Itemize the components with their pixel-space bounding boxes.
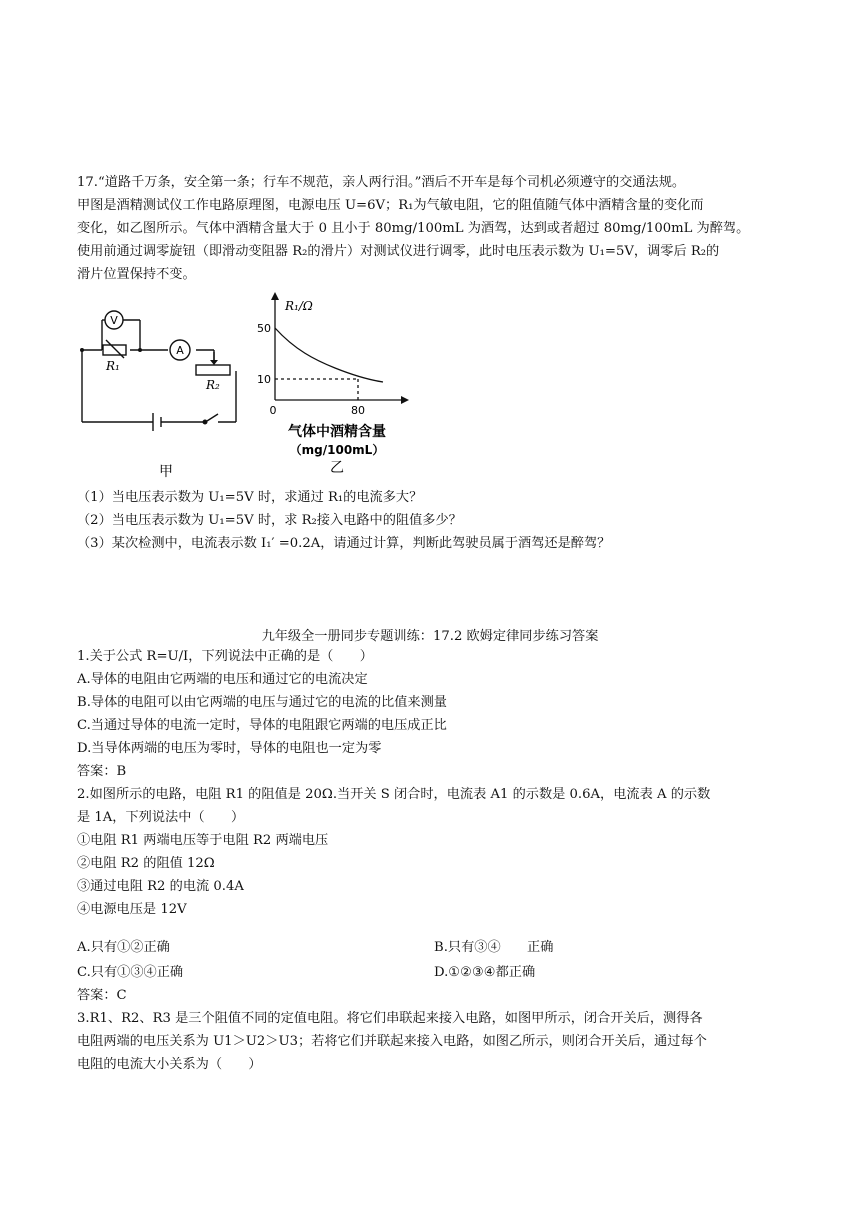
- x-axis-arrow-icon: [401, 396, 409, 404]
- figure-caption-yi: 乙: [330, 460, 344, 476]
- r1-label: R₁: [106, 359, 120, 373]
- q3-line-1: 3.R1、R2、R3 是三个阻值不同的定值电阻。将它们串联起来接入电路，如图甲所示，闭合开关后，测得各: [77, 1011, 703, 1026]
- r2-label: R₂: [206, 378, 220, 392]
- ammeter-label: A: [176, 344, 184, 357]
- x-tick-80: 80: [351, 404, 365, 417]
- y-axis-arrow-icon: [271, 292, 279, 300]
- slider-arrow-icon: [210, 360, 218, 365]
- q17-line-5: 滑片位置保持不变。: [77, 267, 196, 282]
- q2-stem-2: 是 1A，下列说法中（ ）: [77, 810, 245, 825]
- x-axis-label: 气体中酒精含量: [288, 424, 386, 440]
- q1-option-b: B.导体的电阻可以由它两端的电压与通过它的电流的比值来测量: [77, 695, 447, 710]
- q17-line-1: 17.“道路千万条，安全第一条；行车不规范，亲人两行泪。”酒后不开车是每个司机必须遵守的交通法规。: [77, 175, 686, 190]
- y-axis-label: R₁/Ω: [285, 299, 313, 313]
- q2-option-c: C.只有①③④正确: [77, 965, 184, 980]
- q2-statement-2: ②电阻 R2 的阻值 12Ω: [77, 856, 215, 871]
- q17-sub-1: （1）当电压表示数为 U₁=5V 时，求通过 R₁的电流多大？: [77, 490, 423, 505]
- q17-line-4: 使用前通过调零旋钮（即滑动变阻器 R₂的滑片）对测试仪进行调零，此时电压表示数为 U₁=5V，调零后 R₂的: [77, 244, 720, 259]
- resistance-graph-yi: [255, 290, 415, 488]
- q17-line-2: 甲图是酒精测试仪工作电路原理图，电源电压 U=6V；R₁为气敏电阻，它的阻值随气体中酒精含量的变化而: [77, 198, 704, 213]
- q17-sub-3: （3）某次检测中，电流表示数 I₁′ =0.2A，请通过计算，判断此驾驶员属于酒驾还是醉驾？: [77, 536, 611, 551]
- q3-line-2: 电阻两端的电压关系为 U1＞U2＞U3；若将它们并联起来接入电路，如图乙所示，则闭合开关后，通过每个: [77, 1034, 707, 1049]
- q2-option-b: B.只有③④ 正确: [434, 940, 554, 955]
- q2-statement-1: ①电阻 R1 两端电压等于电阻 R2 两端电压: [77, 833, 329, 848]
- circuit-diagram-jia: [70, 298, 250, 488]
- q17-line-3: 变化，如乙图所示。气体中酒精含量大于 0 且小于 80mg/100mL 为酒驾，达到或者超过 80mg/100mL 为醉驾。: [77, 221, 750, 236]
- q1-option-c: C.当通过导体的电流一定时，导体的电阻跟它两端的电压成正比: [77, 718, 447, 733]
- x-axis-unit: （mg/100mL）: [289, 443, 385, 457]
- q3-line-3: 电阻的电流大小关系为（ ）: [77, 1057, 262, 1072]
- q2-stem-1: 2.如图所示的电路，电阻 R1 的阻值是 20Ω.当开关 S 闭合时，电流表 A1 的示数是 0.6A，电流表 A 的示数: [77, 787, 711, 802]
- q1-stem: 1.关于公式 R=U/I，下列说法中正确的是（ ）: [77, 649, 373, 664]
- q17-sub-2: （2）当电压表示数为 U₁=5V 时，求 R₂接入电路中的阻值多少？: [77, 513, 462, 528]
- q2-option-d: D.①②③④都正确: [434, 965, 536, 980]
- q2-answer: 答案：C: [77, 988, 127, 1003]
- q1-option-a: A.导体的电阻由它两端的电压和通过它的电流决定: [77, 672, 368, 687]
- y-tick-50: 50: [257, 322, 271, 335]
- voltmeter-label: V: [110, 314, 118, 327]
- figure-caption-jia: 甲: [159, 464, 173, 480]
- q2-statement-4: ④电源电压是 12V: [77, 902, 187, 917]
- q2-option-a: A.只有①②正确: [77, 940, 170, 955]
- q1-answer: 答案：B: [77, 764, 127, 779]
- answers-title: 九年级全一册同步专题训练：17.2 欧姆定律同步练习答案: [261, 629, 599, 644]
- x-tick-0: 0: [269, 404, 277, 417]
- q1-option-d: D.当导体两端的电压为零时，导体的电阻也一定为零: [77, 741, 382, 756]
- y-tick-10: 10: [257, 373, 271, 386]
- q2-statement-3: ③通过电阻 R2 的电流 0.4A: [77, 879, 244, 894]
